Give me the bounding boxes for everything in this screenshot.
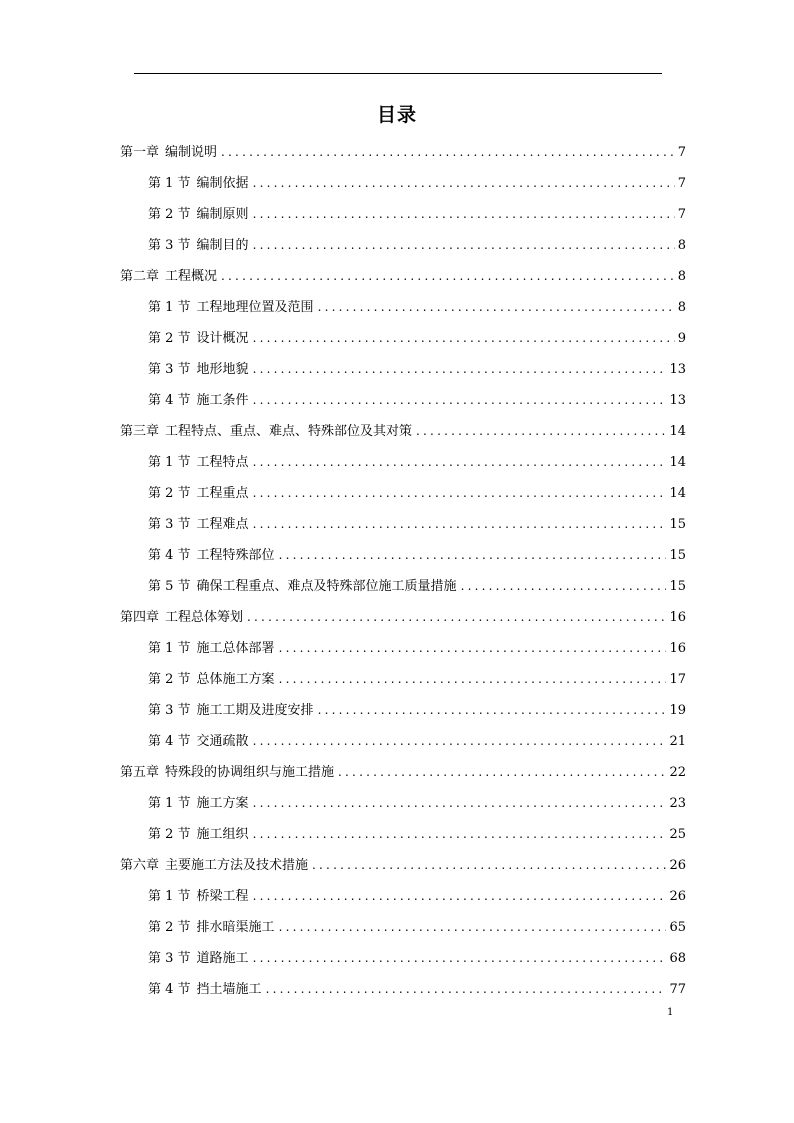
toc-entry-label: [148, 885, 249, 909]
toc-entry-page: 14: [669, 424, 686, 439]
page-number: 1: [667, 1007, 674, 1018]
toc-chapter-entry[interactable]: [120, 140, 686, 171]
toc-section-entry[interactable]: [120, 698, 686, 729]
toc-section-entry[interactable]: [120, 388, 686, 419]
toc-entry-label: [148, 978, 262, 1002]
toc-entry-page: 15: [669, 548, 686, 563]
toc-section-entry[interactable]: [120, 822, 686, 853]
toc-entry-label: [148, 823, 249, 847]
toc-entry-number: 第四章: [120, 610, 160, 625]
toc-entry-number: 第 4 节: [148, 734, 191, 749]
toc-dot-leader: [253, 450, 667, 474]
table-of-contents: [120, 140, 686, 1008]
toc-entry-page: 17: [669, 672, 686, 687]
toc-entry-title: 施工工期及进度安排: [196, 703, 314, 718]
toc-entry-number: 第 2 节: [148, 486, 191, 501]
toc-dot-leader: [253, 233, 675, 257]
toc-entry-title: 确保工程重点、难点及特殊部位施工质量措施: [196, 579, 457, 594]
toc-entry-number: 第 3 节: [148, 951, 191, 966]
toc-dot-leader: [338, 760, 666, 784]
toc-entry-title: 工程重点: [196, 486, 249, 501]
toc-chapter-entry[interactable]: [120, 264, 686, 295]
toc-entry-page: 14: [669, 455, 686, 470]
toc-entry-page: 13: [669, 362, 686, 377]
toc-section-entry[interactable]: [120, 295, 686, 326]
toc-dot-leader: [461, 574, 667, 598]
toc-entry-number: 第 5 节: [148, 579, 191, 594]
toc-entry-title: 主要施工方法及技术措施: [165, 858, 309, 873]
toc-entry-label: [148, 358, 249, 382]
toc-entry-page: 15: [669, 517, 686, 532]
toc-entry-number: 第 3 节: [148, 362, 191, 377]
toc-entry-page: 26: [669, 889, 686, 904]
toc-dot-leader: [253, 388, 667, 412]
toc-entry-page: 15: [669, 579, 686, 594]
toc-entry-page: 68: [669, 951, 686, 966]
toc-dot-leader: [279, 667, 667, 691]
toc-chapter-entry[interactable]: [120, 853, 686, 884]
toc-entry-label: [120, 265, 217, 289]
toc-entry-number: 第 3 节: [148, 517, 191, 532]
toc-dot-leader: [318, 295, 675, 319]
toc-dot-leader: [221, 264, 675, 288]
header-rule: [134, 73, 662, 74]
toc-entry-page: 19: [669, 703, 686, 718]
toc-dot-leader: [416, 419, 666, 443]
toc-entry-title: 桥梁工程: [196, 889, 249, 904]
toc-entry-label: [148, 451, 249, 475]
toc-section-entry[interactable]: [120, 171, 686, 202]
toc-entry-title: 施工组织: [196, 827, 249, 842]
toc-entry-number: 第 3 节: [148, 238, 191, 253]
toc-entry-number: 第 3 节: [148, 703, 191, 718]
toc-entry-page: 7: [677, 176, 686, 191]
toc-entry-number: 第 1 节: [148, 641, 191, 656]
toc-entry-label: [148, 730, 249, 754]
toc-entry-number: 第 4 节: [148, 982, 191, 997]
toc-dot-leader: [253, 791, 667, 815]
toc-entry-label: [120, 606, 243, 630]
toc-section-entry[interactable]: [120, 233, 686, 264]
toc-entry-number: 第三章: [120, 424, 160, 439]
toc-section-entry[interactable]: [120, 946, 686, 977]
toc-dot-leader: [253, 171, 675, 195]
toc-entry-label: [120, 761, 334, 785]
toc-entry-title: 编制说明: [165, 145, 218, 160]
toc-entry-page: 8: [677, 238, 686, 253]
toc-entry-title: 工程概况: [165, 269, 218, 284]
toc-entry-page: 26: [669, 858, 686, 873]
toc-entry-page: 9: [677, 331, 686, 346]
toc-entry-label: [120, 141, 217, 165]
toc-entry-title: 地形地貌: [196, 362, 249, 377]
toc-entry-page: 25: [669, 827, 686, 842]
toc-entry-page: 65: [669, 920, 686, 935]
toc-entry-number: 第 1 节: [148, 796, 191, 811]
toc-entry-title: 编制原则: [196, 207, 249, 222]
toc-dot-leader: [318, 698, 667, 722]
toc-entry-label: [148, 792, 249, 816]
toc-entry-number: 第一章: [120, 145, 160, 160]
toc-entry-page: 16: [669, 610, 686, 625]
toc-entry-page: 22: [669, 765, 686, 780]
toc-entry-title: 设计概况: [196, 331, 249, 346]
toc-entry-page: 21: [669, 734, 686, 749]
toc-section-entry[interactable]: [120, 202, 686, 233]
toc-dot-leader: [253, 729, 667, 753]
toc-entry-number: 第二章: [120, 269, 160, 284]
toc-dot-leader: [312, 853, 666, 877]
toc-entry-label: [148, 575, 457, 599]
toc-entry-title: 工程难点: [196, 517, 249, 532]
toc-entry-number: 第 1 节: [148, 300, 191, 315]
toc-entry-number: 第五章: [120, 765, 160, 780]
toc-dot-leader: [253, 357, 667, 381]
toc-dot-leader: [279, 543, 667, 567]
toc-dot-leader: [253, 481, 667, 505]
toc-entry-label: [148, 947, 249, 971]
toc-dot-leader: [253, 512, 667, 536]
toc-section-entry[interactable]: [120, 636, 686, 667]
toc-entry-page: 7: [677, 145, 686, 160]
toc-chapter-entry[interactable]: [120, 419, 686, 450]
toc-entry-number: 第 2 节: [148, 672, 191, 687]
toc-entry-label: [120, 854, 308, 878]
toc-entry-page: 8: [677, 300, 686, 315]
toc-entry-label: [148, 699, 314, 723]
toc-entry-title: 工程特殊部位: [196, 548, 275, 563]
toc-entry-number: 第 1 节: [148, 455, 191, 470]
toc-entry-label: [148, 916, 275, 940]
toc-entry-label: [148, 482, 249, 506]
toc-section-entry[interactable]: [120, 574, 686, 605]
toc-entry-page: 8: [677, 269, 686, 284]
toc-dot-leader: [221, 140, 675, 164]
toc-section-entry[interactable]: [120, 326, 686, 357]
toc-section-entry[interactable]: [120, 977, 686, 1008]
toc-dot-leader: [247, 605, 666, 629]
toc-dot-leader: [253, 884, 667, 908]
toc-section-entry[interactable]: [120, 915, 686, 946]
toc-entry-title: 施工方案: [196, 796, 249, 811]
toc-entry-title: 施工总体部署: [196, 641, 275, 656]
toc-entry-title: 工程特点、重点、难点、特殊部位及其对策: [165, 424, 413, 439]
toc-entry-title: 编制依据: [196, 176, 249, 191]
toc-entry-number: 第 2 节: [148, 920, 191, 935]
toc-entry-title: 排水暗渠施工: [196, 920, 275, 935]
toc-entry-number: 第 2 节: [148, 207, 191, 222]
toc-entry-title: 道路施工: [196, 951, 249, 966]
toc-entry-number: 第 2 节: [148, 827, 191, 842]
toc-entry-number: 第六章: [120, 858, 160, 873]
toc-entry-title: 交通疏散: [196, 734, 249, 749]
toc-entry-label: [148, 327, 249, 351]
toc-entry-page: 13: [669, 393, 686, 408]
toc-entry-label: [148, 296, 314, 320]
toc-section-entry[interactable]: [120, 481, 686, 512]
toc-entry-number: 第 1 节: [148, 889, 191, 904]
toc-entry-title: 工程地理位置及范围: [196, 300, 314, 315]
toc-entry-page: 7: [677, 207, 686, 222]
toc-entry-title: 总体施工方案: [196, 672, 275, 687]
toc-entry-page: 16: [669, 641, 686, 656]
toc-dot-leader: [266, 977, 667, 1001]
toc-entry-title: 施工条件: [196, 393, 249, 408]
toc-dot-leader: [253, 822, 667, 846]
toc-section-entry[interactable]: [120, 791, 686, 822]
toc-entry-number: 第 2 节: [148, 331, 191, 346]
toc-dot-leader: [279, 636, 667, 660]
toc-entry-label: [148, 203, 249, 227]
toc-section-entry[interactable]: [120, 729, 686, 760]
toc-section-entry[interactable]: [120, 450, 686, 481]
toc-title: 目录: [376, 104, 417, 126]
toc-entry-label: [148, 513, 249, 537]
toc-dot-leader: [253, 202, 675, 226]
toc-section-entry[interactable]: [120, 357, 686, 388]
toc-entry-title: 工程特点: [196, 455, 249, 470]
toc-entry-title: 特殊段的协调组织与施工措施: [165, 765, 335, 780]
toc-entry-number: 第 4 节: [148, 393, 191, 408]
toc-entry-label: [148, 172, 249, 196]
toc-chapter-entry[interactable]: [120, 760, 686, 791]
toc-entry-page: 14: [669, 486, 686, 501]
toc-dot-leader: [279, 915, 667, 939]
toc-section-entry[interactable]: [120, 884, 686, 915]
toc-entry-page: 23: [669, 796, 686, 811]
toc-section-entry[interactable]: [120, 512, 686, 543]
toc-chapter-entry[interactable]: [120, 605, 686, 636]
toc-entry-title: 编制目的: [196, 238, 249, 253]
toc-section-entry[interactable]: [120, 543, 686, 574]
toc-entry-title: 挡土墙施工: [196, 982, 262, 997]
toc-entry-page: 77: [669, 982, 686, 997]
toc-entry-number: 第 1 节: [148, 176, 191, 191]
toc-dot-leader: [253, 946, 667, 970]
toc-section-entry[interactable]: [120, 667, 686, 698]
toc-entry-number: 第 4 节: [148, 548, 191, 563]
toc-entry-label: [148, 544, 275, 568]
toc-entry-label: [148, 637, 275, 661]
toc-entry-label: [148, 234, 249, 258]
toc-entry-title: 工程总体筹划: [165, 610, 244, 625]
toc-entry-label: [148, 389, 249, 413]
toc-entry-label: [120, 420, 412, 444]
toc-entry-label: [148, 668, 275, 692]
toc-dot-leader: [253, 326, 675, 350]
